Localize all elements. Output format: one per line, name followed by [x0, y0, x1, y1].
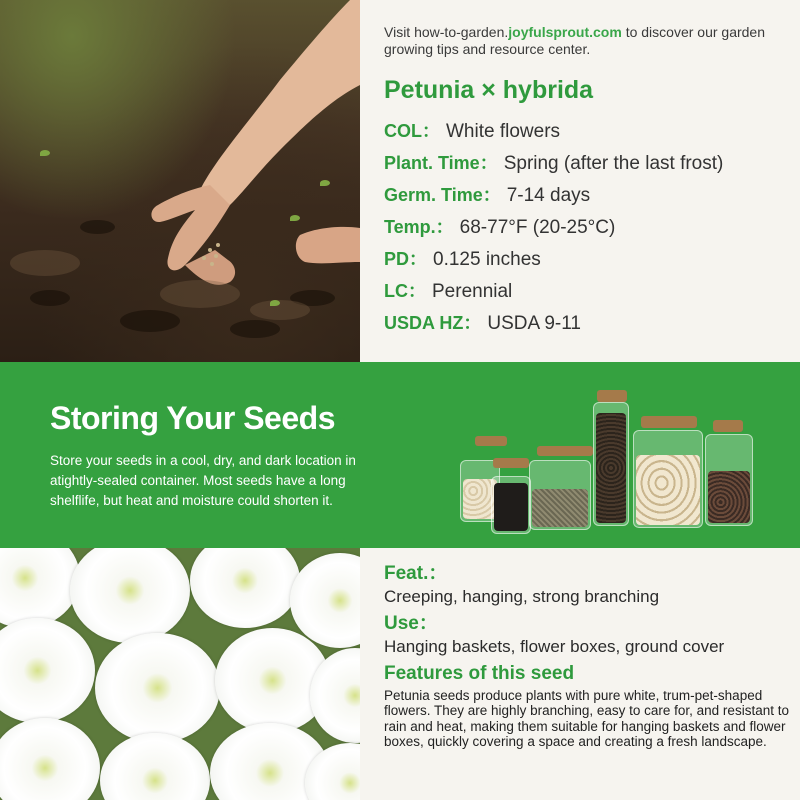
feat-value: Creeping, hanging, strong branching	[384, 587, 660, 606]
spec-color	[384, 115, 800, 147]
storing-seeds-band	[0, 362, 800, 548]
spec-key: PD：	[384, 249, 428, 269]
visit-prefix: Visit how-to-garden.	[384, 24, 509, 40]
use-label: Use：	[384, 613, 438, 634]
spec-value: 0.125 inches	[433, 249, 541, 270]
seed-jars-image	[455, 384, 765, 534]
spec-life-cycle	[384, 275, 800, 307]
spec-hardiness-zone	[384, 307, 800, 339]
spec-key: COL：	[384, 121, 440, 141]
spec-key: USDA HZ：	[384, 313, 482, 333]
spec-planting-depth	[384, 243, 800, 275]
features-label: Features of this seed	[384, 663, 575, 684]
spec-value: Perennial	[432, 281, 513, 302]
plant-name: Petunia × hybrida	[384, 76, 594, 104]
features-text: Petunia seeds produce plants with pure white, trum-pet-shaped flowers. They are highly branching, easy to care for, and resistant to rain and heat, making them suitable for hanging baskets and flower boxes, quickly covering a space and creating a fresh landscape.	[384, 688, 789, 750]
white-petunia-photo	[0, 548, 360, 800]
top-section	[0, 0, 800, 362]
spec-value: Spring (after the last frost)	[503, 153, 724, 174]
site-link[interactable]: joyfulsprout.com	[508, 24, 622, 40]
plant-info-panel	[360, 0, 800, 362]
storing-text: Store your seeds in a cool, dry, and dark location in atightly-sealed container. Most seeds have a long shelflife, but heat and moisture could shorten it.	[50, 453, 356, 508]
spec-temperature	[384, 211, 800, 243]
spec-key: Plant. Time：	[384, 153, 498, 173]
spec-value: White flowers	[446, 121, 561, 142]
spec-value: 7-14 days	[506, 185, 591, 206]
spec-list	[384, 115, 800, 339]
spec-value: USDA 9-11	[487, 313, 581, 334]
spec-key: Germ. Time：	[384, 185, 501, 205]
visit-suffix: to discover our garden growing tips and resource center.	[384, 24, 766, 57]
visit-text	[384, 24, 784, 58]
hand-sowing-seeds-photo	[0, 0, 360, 362]
feat-label: Feat.：	[384, 563, 448, 584]
spec-germination-time	[384, 179, 800, 211]
seed-details-panel	[360, 548, 800, 800]
spec-planting-time	[384, 147, 800, 179]
storing-title: Storing Your Seeds	[50, 400, 335, 436]
spec-key: LC：	[384, 281, 426, 301]
spec-value: 68-77°F (20-25°C)	[459, 217, 616, 238]
spec-key: Temp.：	[384, 217, 454, 237]
use-value: Hanging baskets, flower boxes, ground cover	[384, 637, 725, 656]
